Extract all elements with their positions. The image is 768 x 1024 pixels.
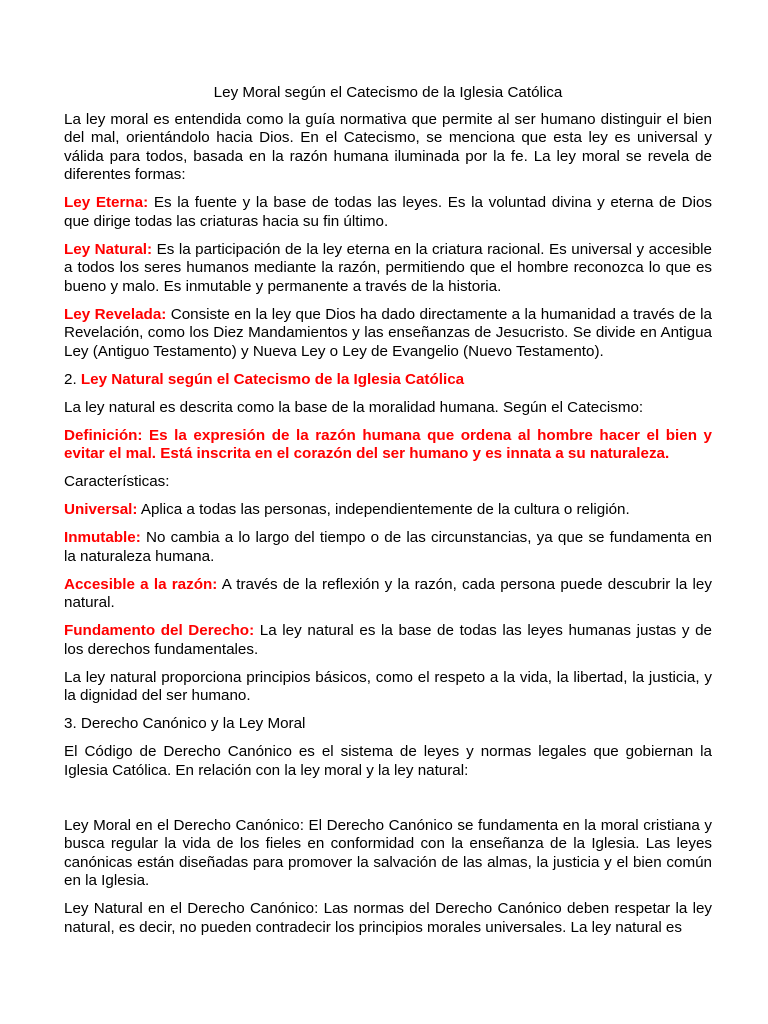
caracteristicas-heading: Características: [64,473,170,490]
ley-natural-canon-paragraph: Ley Natural en el Derecho Canónico: Las normas del Derecho Canónico deben respetar la ley natural, es decir, no pueden contradecir los principios morales universales. La ley natural es [64,900,712,936]
inmutable-label: Inmutable: [64,529,141,546]
ley-revelada-label: Ley Revelada: [64,305,167,323]
universal-text: Aplica a todas las personas, independientemente de la cultura o religión. [137,501,630,518]
ley-eterna-paragraph [64,194,712,231]
section2-intro: La ley natural es descrita como la base de la moralidad humana. Según el Catecismo: [64,398,644,416]
document-body [64,84,712,947]
section3-intro: El Código de Derecho Canónico es el sistema de leyes y normas legales que gobiernan la Iglesia Católica. En relación con la ley moral y la ley natural: [64,743,712,779]
ley-moral-canon-paragraph: Ley Moral en el Derecho Canónico: El Derecho Canónico se fundamenta en la moral cristiana y busca regular la vida de los fieles en conformidad con la enseñanza de la Iglesia. Las leyes canónicas están diseñadas para promover la salvación de las almas, la justicia y el bien común en la Iglesia. [64,816,712,889]
inmutable-paragraph [64,529,712,566]
fundamento-text: La ley natural es la base de todas las leyes humanas justas y de los derechos fundamentales. [64,622,712,658]
accesible-text: A través de la reflexión y la razón, cada persona puede descubrir la ley natural. [64,575,712,611]
ley-eterna-label: Ley Eterna: [64,194,149,211]
section2-number: 2. [64,370,81,388]
intro-paragraph: La ley moral es entendida como la guía normativa que permite al ser humano distinguir el bien del mal, orientándolo hacia Dios. En el Catecismo, se menciona que esta ley es universal y válida para todos, basada en la razón humana iluminada por la fe. La ley moral se revela de diferentes formas: [64,110,712,183]
ley-natural-paragraph [64,241,712,297]
document-title: Ley Moral según el Catecismo de la Iglesia Católica [213,84,563,101]
section3-heading: 3. Derecho Canónico y la Ley Moral [64,715,306,732]
definicion-paragraph: Definición: Es la expresión de la razón humana que ordena al hombre hacer el bien y evitar el mal. Está inscrita en el corazón del ser humano y es innata a su naturaleza. [64,426,712,462]
ley-eterna-text: Es la fuente y la base de todas las leyes. Es la voluntad divina y eterna de Dios que dirige todas las criaturas hacia su fin último. [64,194,712,230]
ley-revelada-paragraph [64,306,712,362]
ley-natural-label: Ley Natural: [64,240,153,258]
accesible-label: Accesible a la razón: [64,575,218,593]
inmutable-text: No cambia a lo largo del tiempo o de las circunstancias, ya que se fundamenta en la naturaleza humana. [64,529,712,565]
universal-label: Universal: [64,501,138,518]
ley-natural-text: Es la participación de la ley eterna en la criatura racional. Es universal y accesible a todos los seres humanos mediante la razón, permitiendo que el hombre reconozca lo que es bueno y malo. Es inmutable y permanente a través de la historia. [64,240,712,295]
section2-heading [64,371,712,390]
ley-revelada-text: Consiste en la ley que Dios ha dado directamente a la humanidad a través de la Revelación, como los Diez Mandamientos y las enseñanzas de Jesucristo. Se divide en Antigua Ley (Antiguo Testamento) y Nueva Ley o Ley de Evangelio (Nuevo Testamento). [64,305,712,360]
principios-paragraph: La ley natural proporciona principios básicos, como el respeto a la vida, la libertad, la justicia, y la dignidad del ser humano. [64,668,712,704]
paragraph-spacer [64,790,712,817]
accesible-paragraph [64,576,712,613]
universal-paragraph [64,501,712,520]
section2-title: Ley Natural según el Catecismo de la Iglesia Católica [80,370,465,388]
fundamento-paragraph [64,622,712,659]
fundamento-label: Fundamento del Derecho: [64,622,255,639]
